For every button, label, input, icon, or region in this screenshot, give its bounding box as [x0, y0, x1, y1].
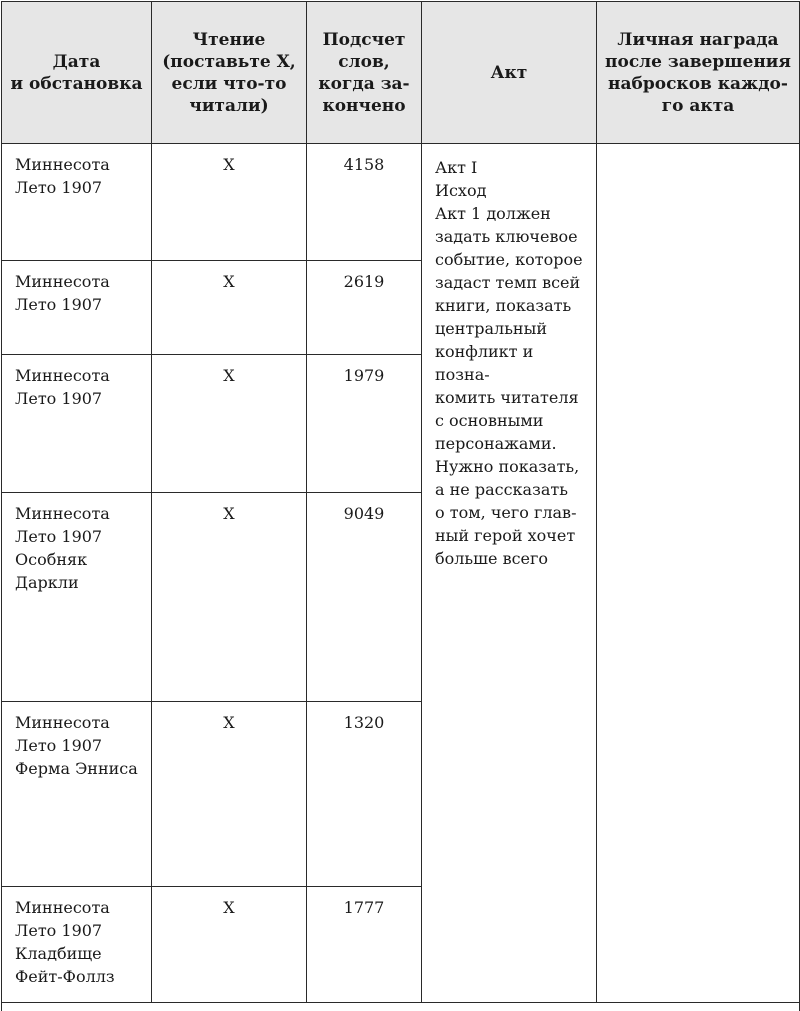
empty-footer-row [2, 1003, 800, 1011]
header-date: Дата и обстановка [2, 2, 152, 144]
header-reading: Чтение (поставьте Х, если что-то читали) [152, 2, 307, 144]
empty-footer-cell [2, 1003, 800, 1011]
act-cell: Акт I Исход Акт 1 должен задать ключевое событие, которое задаст темп всей книги, показать центральный конфликт и позна- комить читателя с основными персонажами. Нужно показать, а не рассказать о том, чего глав- ный герой хочет больше всего [422, 144, 597, 1003]
word-count-cell: 4158 [307, 144, 422, 261]
date-cell: Миннесота Лето 1907 Ферма Энниса [2, 702, 152, 887]
date-cell: Миннесота Лето 1907 Кладбище Фейт-Фоллз [2, 887, 152, 1003]
word-count-cell: 1777 [307, 887, 422, 1003]
reading-cell: Х [152, 702, 307, 887]
word-count-cell: 2619 [307, 261, 422, 355]
header-row [2, 2, 800, 144]
word-count-cell: 1320 [307, 702, 422, 887]
reading-cell: Х [152, 144, 307, 261]
word-count-cell: 1979 [307, 355, 422, 493]
reading-cell: Х [152, 887, 307, 1003]
table-row [2, 144, 800, 261]
header-act: Акт [422, 2, 597, 144]
word-count-cell: 9049 [307, 493, 422, 702]
reward-cell [597, 144, 800, 1003]
date-cell: Миннесота Лето 1907 Особняк Даркли [2, 493, 152, 702]
reading-cell: Х [152, 261, 307, 355]
reading-cell: Х [152, 355, 307, 493]
reading-cell: Х [152, 493, 307, 702]
writing-plan-table [1, 1, 800, 1011]
header-reward: Личная награда после завершения набросков каждо- го акта [597, 2, 800, 144]
date-cell: Миннесота Лето 1907 [2, 144, 152, 261]
date-cell: Миннесота Лето 1907 [2, 355, 152, 493]
date-cell: Миннесота Лето 1907 [2, 261, 152, 355]
header-word-count: Подсчет слов, когда за- кончено [307, 2, 422, 144]
